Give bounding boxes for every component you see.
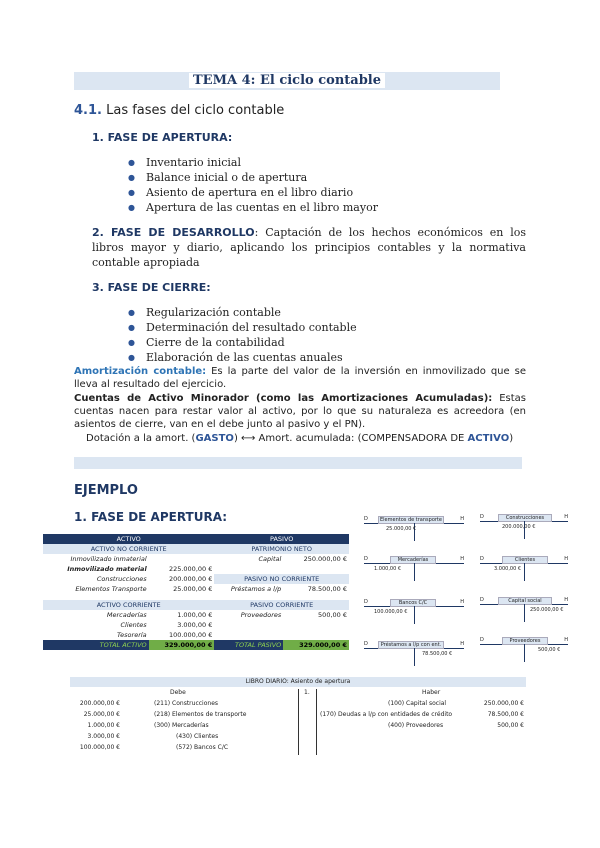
ac-header: ACTIVO CORRIENTE [43,600,214,610]
t-account [364,556,464,582]
t-account [364,641,464,667]
journal-number: 1. [304,689,310,696]
list-item: ● Apertura de las cuentas en el libro mayor [128,200,378,215]
journal-account: (400) Proveedores [388,722,444,729]
journal-account: (300) Mercaderías [154,722,209,729]
balance-label: Clientes [120,621,147,629]
list-item: ● Inventario inicial [128,155,378,170]
debit-mark: D [364,516,368,522]
debit-mark: D [364,641,368,647]
total-pasivo-value: 329.000,00 € [283,640,349,650]
t-account-amount: 100.000,00 € [374,609,408,615]
formula-part: ) ⟷ Amort. acumulada: (COMPENSADORA DE [233,433,468,444]
total-activo-value: 329.000,00 € [149,640,215,650]
journal-amount: 200.000,00 € [79,700,120,707]
phase-2 [92,225,526,270]
t-account-title: Préstamos a l/p con ent. [378,641,444,649]
balance-label: Elementos Transporte [75,585,147,593]
t-account-title: Clientes [502,556,548,564]
credit-mark: H [564,637,568,643]
balance-value: 25.000,00 € [173,585,213,593]
credit-mark: H [564,597,568,603]
journal-account: (211) Construcciones [154,700,219,707]
t-account-amount: 200.000,00 € [502,524,536,530]
credit-mark: H [564,556,568,562]
t-account-amount: 78.500,00 € [422,651,453,657]
list-item: ● Asiento de apertura en el libro diario [128,185,378,200]
balance-value: 100.000,00 € [168,631,213,639]
t-account-title: Capital social [498,597,552,605]
balance-label: Préstamos a l/p [230,585,282,593]
t-account [480,514,568,540]
balance-value: 3.000,00 € [177,621,213,629]
phase-1-list [128,155,378,215]
example-title: EJEMPLO [74,483,138,498]
activo-header: ACTIVO [43,534,214,544]
balance-label: Tesorería [117,631,147,639]
amortization-text: Es la parte del valor de la inversión en inmovilizado que se lleva al resultado del ejercicio. [74,366,526,390]
t-account [480,637,568,663]
anc-header: ACTIVO NO CORRIENTE [43,544,214,554]
phase-2-label: 2. FASE DE DESARROLLO [92,226,255,239]
balance-value: 1.000,00 € [177,611,213,619]
t-account-title: Construcciones [498,514,552,522]
journal-amount: 25.000,00 € [83,711,120,718]
t-account-title: Mercaderías [390,556,436,564]
t-account-title: Proveedores [502,637,548,645]
list-item: ● Balance inicial o de apertura [128,170,378,185]
balance-value: 78.500,00 € [307,585,347,593]
balance-sheet [43,534,349,650]
list-item: ● Regularización contable [128,305,357,320]
t-account-amount: 3.000,00 € [494,566,522,572]
pn-header: PATRIMONIO NETO [214,544,349,554]
journal-account: (170) Deudas a l/p con entidades de crédito [320,711,453,718]
journal-haber: Haber [422,689,441,696]
journal-title: LIBRO DIARIO: Asiento de apertura [70,677,526,687]
phase-3-label: 3. FASE DE CIERRE: [92,281,211,294]
t-account [364,599,464,625]
t-account-title: Elementos de transporte [378,516,444,524]
t-account-amount: 1.000,00 € [374,566,402,572]
t-account-amount: 500,00 € [538,647,561,653]
minor-text: Estas cuentas nacen para restar valor al activo, por lo que su naturaleza es acreedora (en asientos de cierre, van en el debe junto al pasivo y el PN). [74,393,527,430]
journal-account: (430) Clientes [176,733,219,740]
balance-value: 250.000,00 € [303,555,347,563]
t-account-title: Bancos C/C [390,599,436,607]
formula [86,433,513,444]
page-title: TEMA 4: El ciclo contable [74,73,500,88]
credit-mark: H [460,516,464,522]
journal-account: (218) Elementos de transporte [154,711,247,718]
balance-label: Capital [258,555,282,563]
phase-1-label: 1. FASE DE APERTURA: [92,131,233,144]
debit-mark: D [480,556,484,562]
journal-amount: 250.000,00 € [483,700,524,707]
minor-accounts [74,392,526,431]
balance-label: Inmovilizado inmaterial [70,555,147,563]
journal-account: (572) Bancos C/C [176,744,229,751]
balance-value: 200.000,00 € [168,575,213,583]
journal-amount: 100.000,00 € [79,744,120,751]
debit-mark: D [480,514,484,520]
total-activo-label: TOTAL ACTIVO [43,640,149,650]
example-subtitle: 1. FASE DE APERTURA: [74,510,228,524]
amortization-definition [74,365,526,391]
credit-mark: H [564,514,568,520]
pasivo-header: PASIVO [214,534,349,544]
minor-term: Cuentas de Activo Minorador (como las Amortizaciones Acumuladas): [74,393,493,404]
balance-value: 500,00 € [318,611,347,619]
formula-part: Dotación a la amort. ( [86,433,196,444]
debit-mark: D [364,599,368,605]
phase-2-text: : Captación de los hechos económicos en los libros mayor y diario, aplicando los principios contables y la normativa contable apropiada [92,226,526,269]
t-account-amount: 25.000,00 € [386,526,417,532]
journal-amount: 78.500,00 € [487,711,524,718]
credit-mark: H [460,641,464,647]
t-account [480,556,568,582]
divider-bar [74,457,522,469]
t-account-amount: 250.000,00 € [530,607,564,613]
balance-label: Construcciones [96,575,147,583]
list-item: ● Elaboración de las cuentas anuales [128,350,357,365]
journal-debe: Debe [170,689,186,696]
debit-mark: D [480,637,484,643]
balance-label: Inmovilizado material [67,565,147,573]
formula-gasto: GASTO [195,433,234,444]
journal [70,677,526,757]
list-item: ● Determinación del resultado contable [128,320,357,335]
balance-label: Proveedores [240,611,282,619]
journal-amount: 3.000,00 € [87,733,120,740]
journal-amount: 1.000,00 € [87,722,120,729]
t-account [364,516,464,542]
debit-mark: D [364,556,368,562]
section-heading [74,103,284,118]
formula-part: ) [509,433,514,444]
list-item: ● Cierre de la contabilidad [128,335,357,350]
credit-mark: H [460,599,464,605]
section-title: Las fases del ciclo contable [106,103,285,118]
total-pasivo-label: TOTAL PASIVO [214,640,283,650]
debit-mark: D [480,597,484,603]
formula-activo: ACTIVO [467,433,510,444]
credit-mark: H [460,556,464,562]
section-number: 4.1. [74,103,102,118]
pc-header: PASIVO CORRIENTE [214,600,349,610]
t-account [480,597,568,623]
amortization-term: Amortización contable: [74,366,207,377]
balance-value: 225.000,00 € [168,565,213,573]
journal-amount: 500,00 € [497,722,524,729]
phase-3-list [128,305,357,365]
pnc-header: PASIVO NO CORRIENTE [214,574,349,584]
balance-label: Mercaderías [106,611,147,619]
journal-account: (100) Capital social [388,700,447,707]
